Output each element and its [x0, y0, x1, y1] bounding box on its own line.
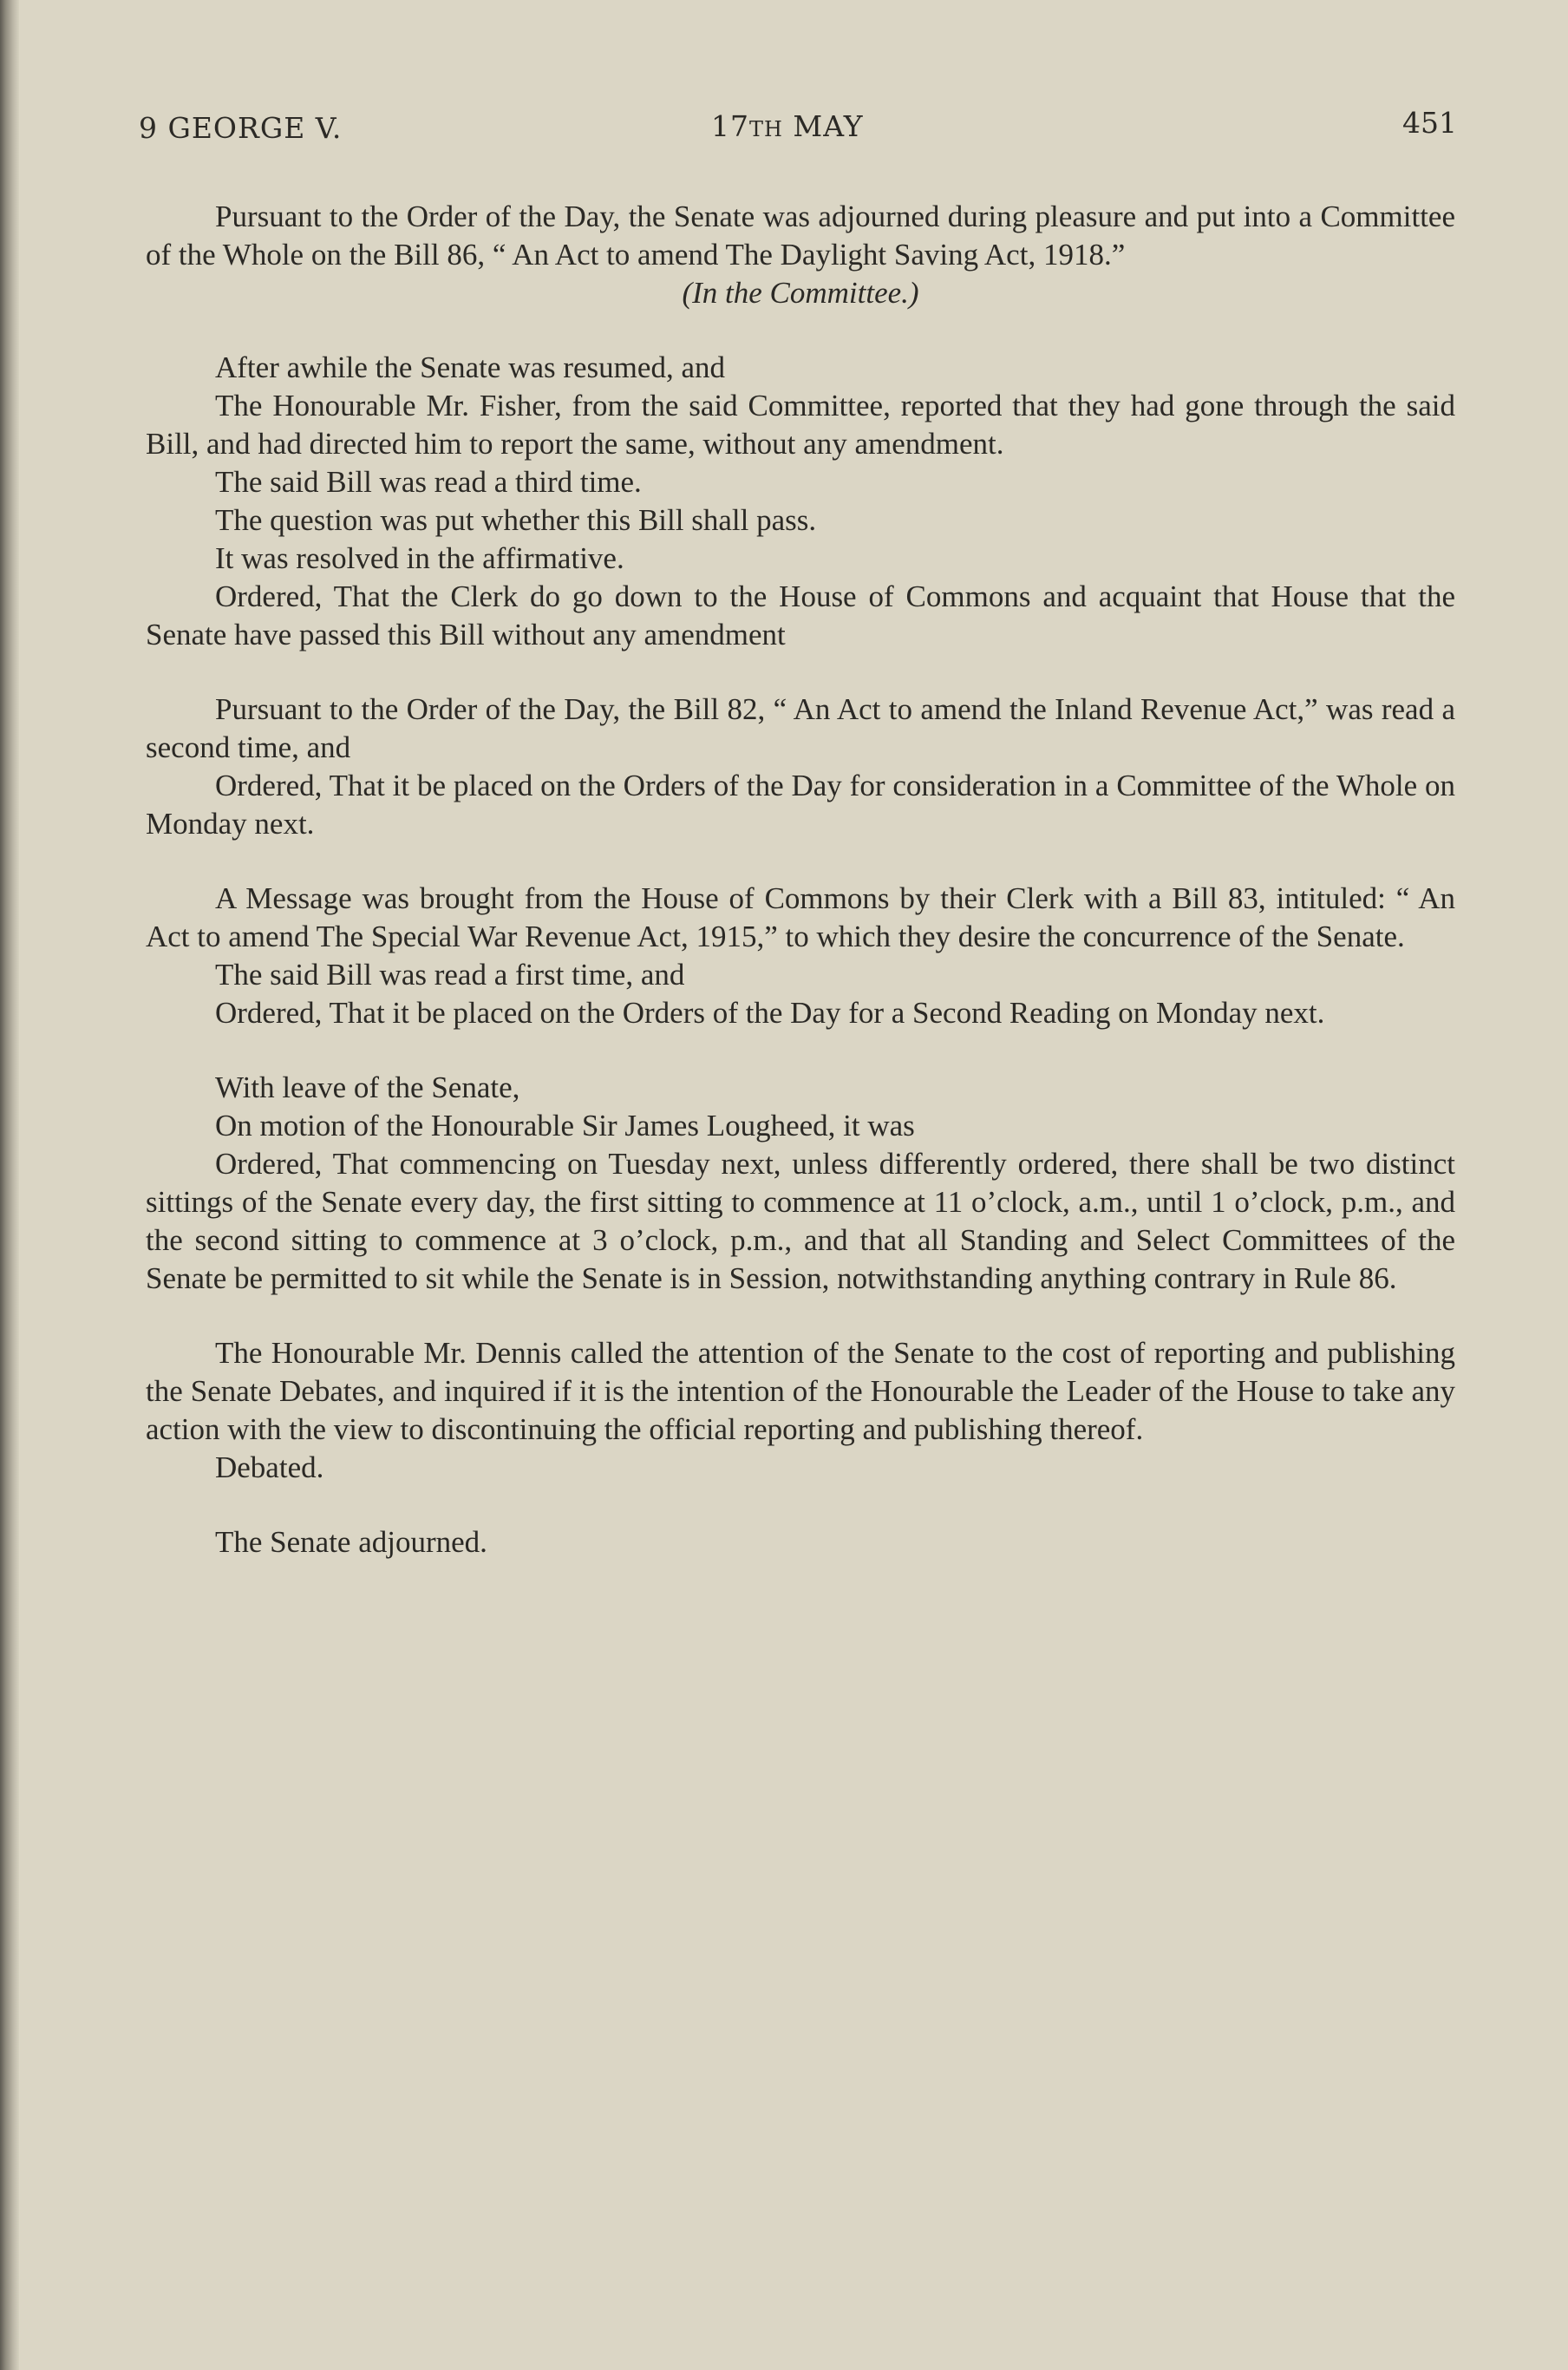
paragraph: The question was put whether this Bill shall pass. — [215, 503, 817, 537]
book-spine-shadow — [0, 0, 19, 2370]
paragraph: With leave of the Senate, — [215, 1070, 520, 1104]
paragraph: On motion of the Honourable Sir James Lougheed, it was — [215, 1109, 915, 1142]
journal-body — [146, 198, 1455, 1561]
paragraph: Debated. — [215, 1450, 324, 1484]
committee-note: (In the Committee.) — [682, 276, 919, 310]
paragraph: After awhile the Senate was resumed, and — [215, 350, 725, 384]
paragraph: A Message was brought from the House of Commons by their Clerk with a Bill 83, intituled: “ An Act to amend The Special War Revenue Act, 1915,” to which they desire the concurrence of the Senate. — [146, 881, 1455, 953]
paragraph: The said Bill was read a first time, and — [215, 958, 685, 992]
page-header — [139, 102, 1457, 154]
paragraph: Pursuant to the Order of the Day, the Bill 82, “ An Act to amend the Inland Revenue Act,” was read a second time, and — [146, 692, 1455, 764]
header-date: 17TH MAY — [711, 109, 864, 143]
paragraph: The said Bill was read a third time. — [215, 465, 642, 499]
page-number: 451 — [1402, 106, 1457, 140]
paragraph: Ordered, That the Clerk do go down to the House of Commons and acquaint that House that the Senate have passed this Bill without any amendment — [146, 579, 1455, 651]
paragraph: The Senate adjourned. — [215, 1525, 487, 1559]
paragraph: Ordered, That it be placed on the Orders of the Day for a Second Reading on Monday next. — [215, 996, 1325, 1030]
header-regnal-year: 9 GEORGE V. — [139, 111, 343, 145]
paragraph: The Honourable Mr. Fisher, from the said Committee, reported that they had gone through the said Bill, and had directed him to report the same, without any amendment. — [146, 389, 1455, 461]
paragraph: Ordered, That commencing on Tuesday next, unless differently ordered, there shall be two distinct sittings of the Senate every day, the first sitting to commence at 11 o’clock, a.m., until 1 o’clock, p.m., and the second sitting to commence at 3 o’clock, p.m., and that all Standing and Select Committees of the Senate be permitted to sit while the Senate is in Session, notwithstanding anything contrary in Rule 86. — [146, 1147, 1455, 1295]
paragraph: It was resolved in the affirmative. — [215, 541, 624, 575]
paragraph: Pursuant to the Order of the Day, the Senate was adjourned during pleasure and put into a Committee of the Whole on the Bill 86, “ An Act to amend The Daylight Saving Act, 1918.” — [146, 200, 1455, 272]
paragraph: The Honourable Mr. Dennis called the attention of the Senate to the cost of reporting and publishing the Senate Debates, and inquired if it is the intention of the Honourable the Leader of the House to take any action with the view to discontinuing the official reporting and publishing thereof. — [146, 1336, 1455, 1446]
paragraph: Ordered, That it be placed on the Orders of the Day for consideration in a Committee of the Whole on Monday next. — [146, 769, 1455, 841]
